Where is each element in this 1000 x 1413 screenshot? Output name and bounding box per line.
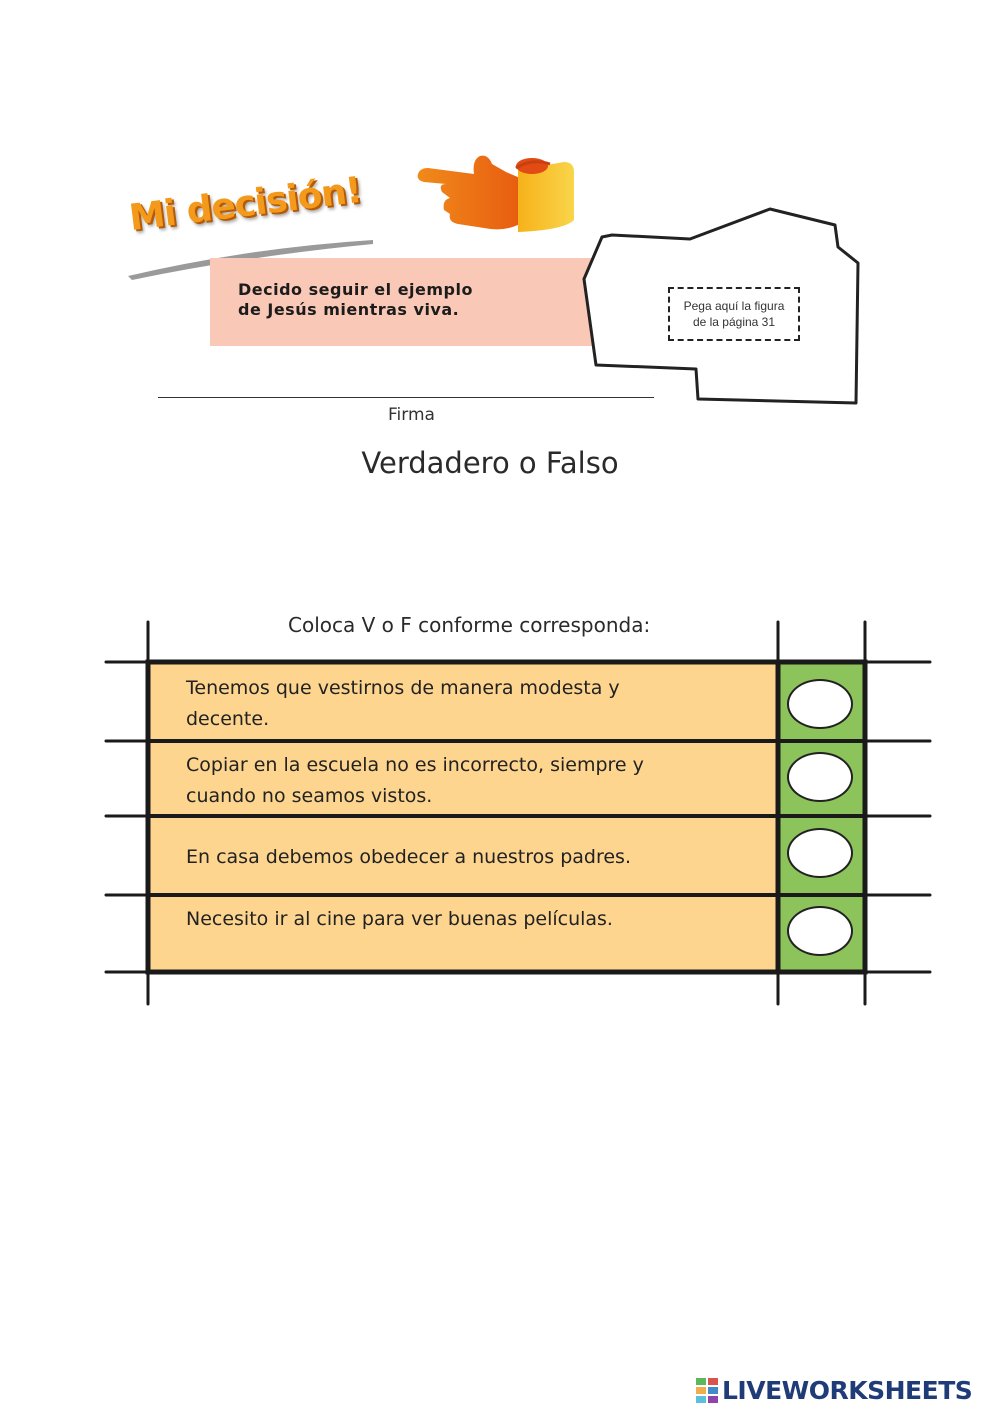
decision-statement-line1: Decido seguir el ejemplo [238,280,473,299]
answer-input-2[interactable] [787,752,853,802]
statement-4 [186,904,766,935]
statement-4-line1: Necesito ir al cine para ver buenas películas. [186,908,613,930]
statement-3-line1: En casa debemos obedecer a nuestros padres. [186,846,631,868]
statement-2-line2: cuando no seamos vistos. [186,785,433,807]
statement-2 [186,750,766,812]
signature-label: Firma [388,405,435,425]
liveworksheets-logo-icon [696,1378,720,1404]
decision-statement-line2: de Jesús mientras viva. [238,300,460,319]
answer-input-3[interactable] [787,828,853,878]
liveworksheets-brand: LIVEWORKSHEETS [722,1376,973,1405]
statement-3 [186,842,766,873]
worksheet-title: Verdadero o Falso [361,446,619,480]
paste-note-line2: de la página 31 [692,315,776,329]
instructions-text: Coloca V o F conforme corresponda: [288,613,651,637]
statement-2-line1: Copiar en la escuela no es incorrecto, siempre y [186,754,644,776]
statement-1-line2: decente. [186,708,270,730]
decision-title: Mi decisión! [127,169,364,239]
answer-input-4[interactable] [787,906,853,956]
statement-1 [186,673,766,735]
statement-1-line1: Tenemos que vestirnos de manera modesta y [186,677,620,699]
answer-input-1[interactable] [787,679,853,729]
paste-note-line1: Pega aquí la figura [683,299,785,313]
